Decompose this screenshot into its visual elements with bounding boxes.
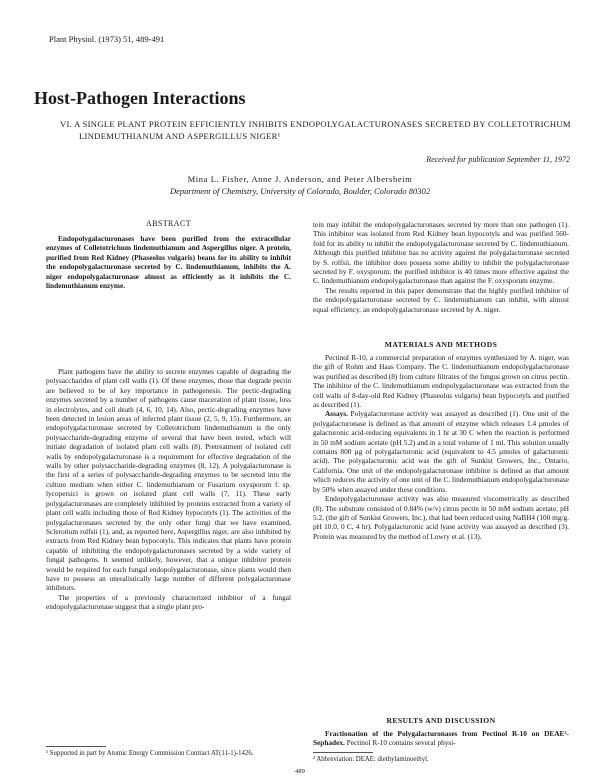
methods-paragraph-1: Pectinol R-10, a commercial preparation of enzymes synthesized by A. niger, was the gift of Rohm and Haas Company. The C. lindemuthianum endopolygalacturonase was purified as described (8) from culture filtrates of the fungus grown on citrus pectin. The inhibitor of the C. lindemuthianum endopolygalacturonase was extracted from the cell walls of 8-day-old Red Kidney (Phaseolus vulgaris) bean hypocotyls and purified as described (1). [313, 353, 569, 410]
introduction [46, 367, 291, 612]
intro-continued-paragraph-1: tein may inhibit the endopolygalacturonases secreted by more than one pathogen (1). This inhibitor was isolated from Red Kidney bean hypocotyls and was purified 560-fold for its ability to inhibit the endopolygalacturonase secreted by C. lindemuthianum. Although this purified inhibitor has no activity against the polygalacturonase secreted by S. rolfsii, the inhibitor does possess some ability to inhibit the polygalacturonase secreted by F. oxysporum; the purified inhibitor is 40 times more effective against the C. lindemuthianum endopolygalacturonase than against the F. oxysporum enzyme. [313, 220, 569, 286]
results-paragraph [313, 729, 569, 748]
abstract-heading: ABSTRACT [146, 219, 191, 228]
journal-citation: Plant Physiol. (1973) 51, 489-491 [49, 34, 165, 44]
intro-continued-paragraph-2: The results reported in this paper demonstrate that the highly purified inhibitor of the endopolygalacturonase secreted by C. lindemuthianum can inhibit, with almost equal efficiency, an endopolygalacturonase secreted by A. niger. [313, 285, 569, 314]
footnote-divider-right [313, 752, 373, 753]
intro-paragraph-2: The properties of a previously characterized inhibitor of a fungal endopolygalacturonase suggest that a single plant pro- [46, 592, 291, 612]
results-section [313, 729, 569, 748]
results-text: Pectinol R-10 contains several physi- [346, 738, 456, 748]
assays-text: Polygalacturonase activity was assayed as described (1). One unit of the polygalacturonase is defined as that amount of enzyme which releases 1.4 µmoles of galacturonic acid-reducing equivalents in 1 hr at 30 C when the reaction is performed in 50 mM sodium acetate (pH 5.2) and in a total volume of 1 ml. This solution usually contains 800 µg of polygalacturonic acid (equivalent to 4.5 µmoles of galacturonic acid). The polygalacturonic acid was the gift of Sunkist Growers, Inc., Ontario, California. One unit of the endopolygalacturonase inhibitor is defined as that amount which reduces the activity of one unit of the C. lindemuthianum endopolygalacturonase by 50% when assayed under these conditions. [313, 409, 570, 494]
intro-continued [313, 220, 569, 314]
abstract-text [46, 234, 291, 290]
authors: Mina L. Fisher, Anne J. Anderson, and Peter Albersheim [187, 174, 413, 184]
methods-section [313, 353, 569, 541]
affiliation: Department of Chemistry, University of Colorado, Boulder, Colorado 80302 [170, 186, 430, 196]
results-heading: RESULTS AND DISCUSSION [386, 716, 496, 725]
page-title: Host-Pathogen Interactions [34, 88, 246, 108]
methods-paragraph-2 [313, 409, 569, 494]
methods-heading: MATERIALS AND METHODS [384, 340, 498, 349]
abstract-paragraph: Endopolygalacturonases have been purified from the extracellular enzymes of Colletotrichum lindemuthianum and Aspergillus niger. A protein, purified from Red Kidney (Phaseolus vulgaris) beans for its ability to inhibit the endopolygalacturonase secreted by C. lindemuthianum, inhibits the A. niger endopolygalacturonase almost as efficiently as it inhibits the C. lindemuthianum enzyme. [46, 234, 291, 291]
page-number: 489 [295, 768, 305, 775]
results-subheading: Fractionation of the Polygalacturonases from Pectinol R-10 on DEAE²-Sephadex. [313, 729, 569, 748]
footnote-abbreviation: ² Abbreviation: DEAE: diethylaminoethyl. [313, 756, 429, 763]
received-date: Received for publication September 11, 1972 [426, 155, 570, 164]
article-subtitle: VI. A SINGLE PLANT PROTEIN EFFICIENTLY INHIBITS ENDOPOLYGALACTURONASES SECRETED BY COLLETOTRICHUM LINDEMUTHIANUM AND ASPERGILLUS NIGER¹ [60, 119, 571, 141]
footnote-funding: ¹ Supported in part by Atomic Energy Commission Contract AT(11-1)-1426. [46, 750, 254, 757]
intro-paragraph-1: Plant pathogens have the ability to secrete enzymes capable of degrading the polysaccharides of plant cell walls (1). Of these enzymes, those that degrade pectin are believed to be of key importance in pathogenesis. The pectic-degrading enzymes secreted by a number of pathogens cause maceration of plant tissue, loss in electrolytes, and cell death (4, 6, 10, 14). Also, pectic-degrading enzymes have been detected in lesion areas of infected plant tissue (2, 5, 9, 15). Furthermore, an endopolygalacturonase secreted by Colletotrichum lindemuthianum is the only polysaccharide-degrading enzyme of several that have been tested, which will initiate degradation of isolated plant cell walls (8). Pretreatment of isolated cell walls by endopolygalacturonase is a requirement for effective degradation of the walls by other polysaccharide-degrading enzymes (8, 12). A polygalacturonase is the first of a series of polysaccharide-degrading enzymes to be secreted into the culture medium when either C. lindemuthianum or Fusarium oxysporum f. sp. lycopersici is grown on isolated plant cell walls (7, 11). These early polygalacturonases are completely inhibited by proteins extracted from a variety of plant cell walls including those of Red Kidney hypocotyls (1). The activities of the polygalacturonases secreted by the only other fungi that we have examined, Sclerotium rolfsii (1), and, as reported here, Aspergillus niger, are also inhibited by extracts from Red Kidney bean hypocotyls. This indicates that plants have protein capable of inhibiting the endopolygalacturonases secreted by a wide variety of fungal pathogens. It seemed unlikely, however, that a unique inhibitor protein would be required for each fungal endopolygalacturonase, since plants would then have to possess an unrealistically large number of different polygalacturonase inhibitors. [46, 367, 291, 593]
assays-label: Assays. [325, 409, 348, 419]
footnote-divider-left [46, 746, 106, 747]
methods-paragraph-3: Endopolygalacturonase activity was also measured viscometrically as described (8). The substrate consisted of 0.84% (w/v) citrus pectin in 50 mM sodium acetate, pH 5.2, (the gift of Sunkist Growers, Inc.), that had been reduced using NaBH4 (100 mg/g. pH 10.0, 0 C, 4 hr). Polygalacturonic acid lyase activity was assayed as described (3). Protein was measured by the method of Lowry et al. (13). [313, 494, 569, 541]
